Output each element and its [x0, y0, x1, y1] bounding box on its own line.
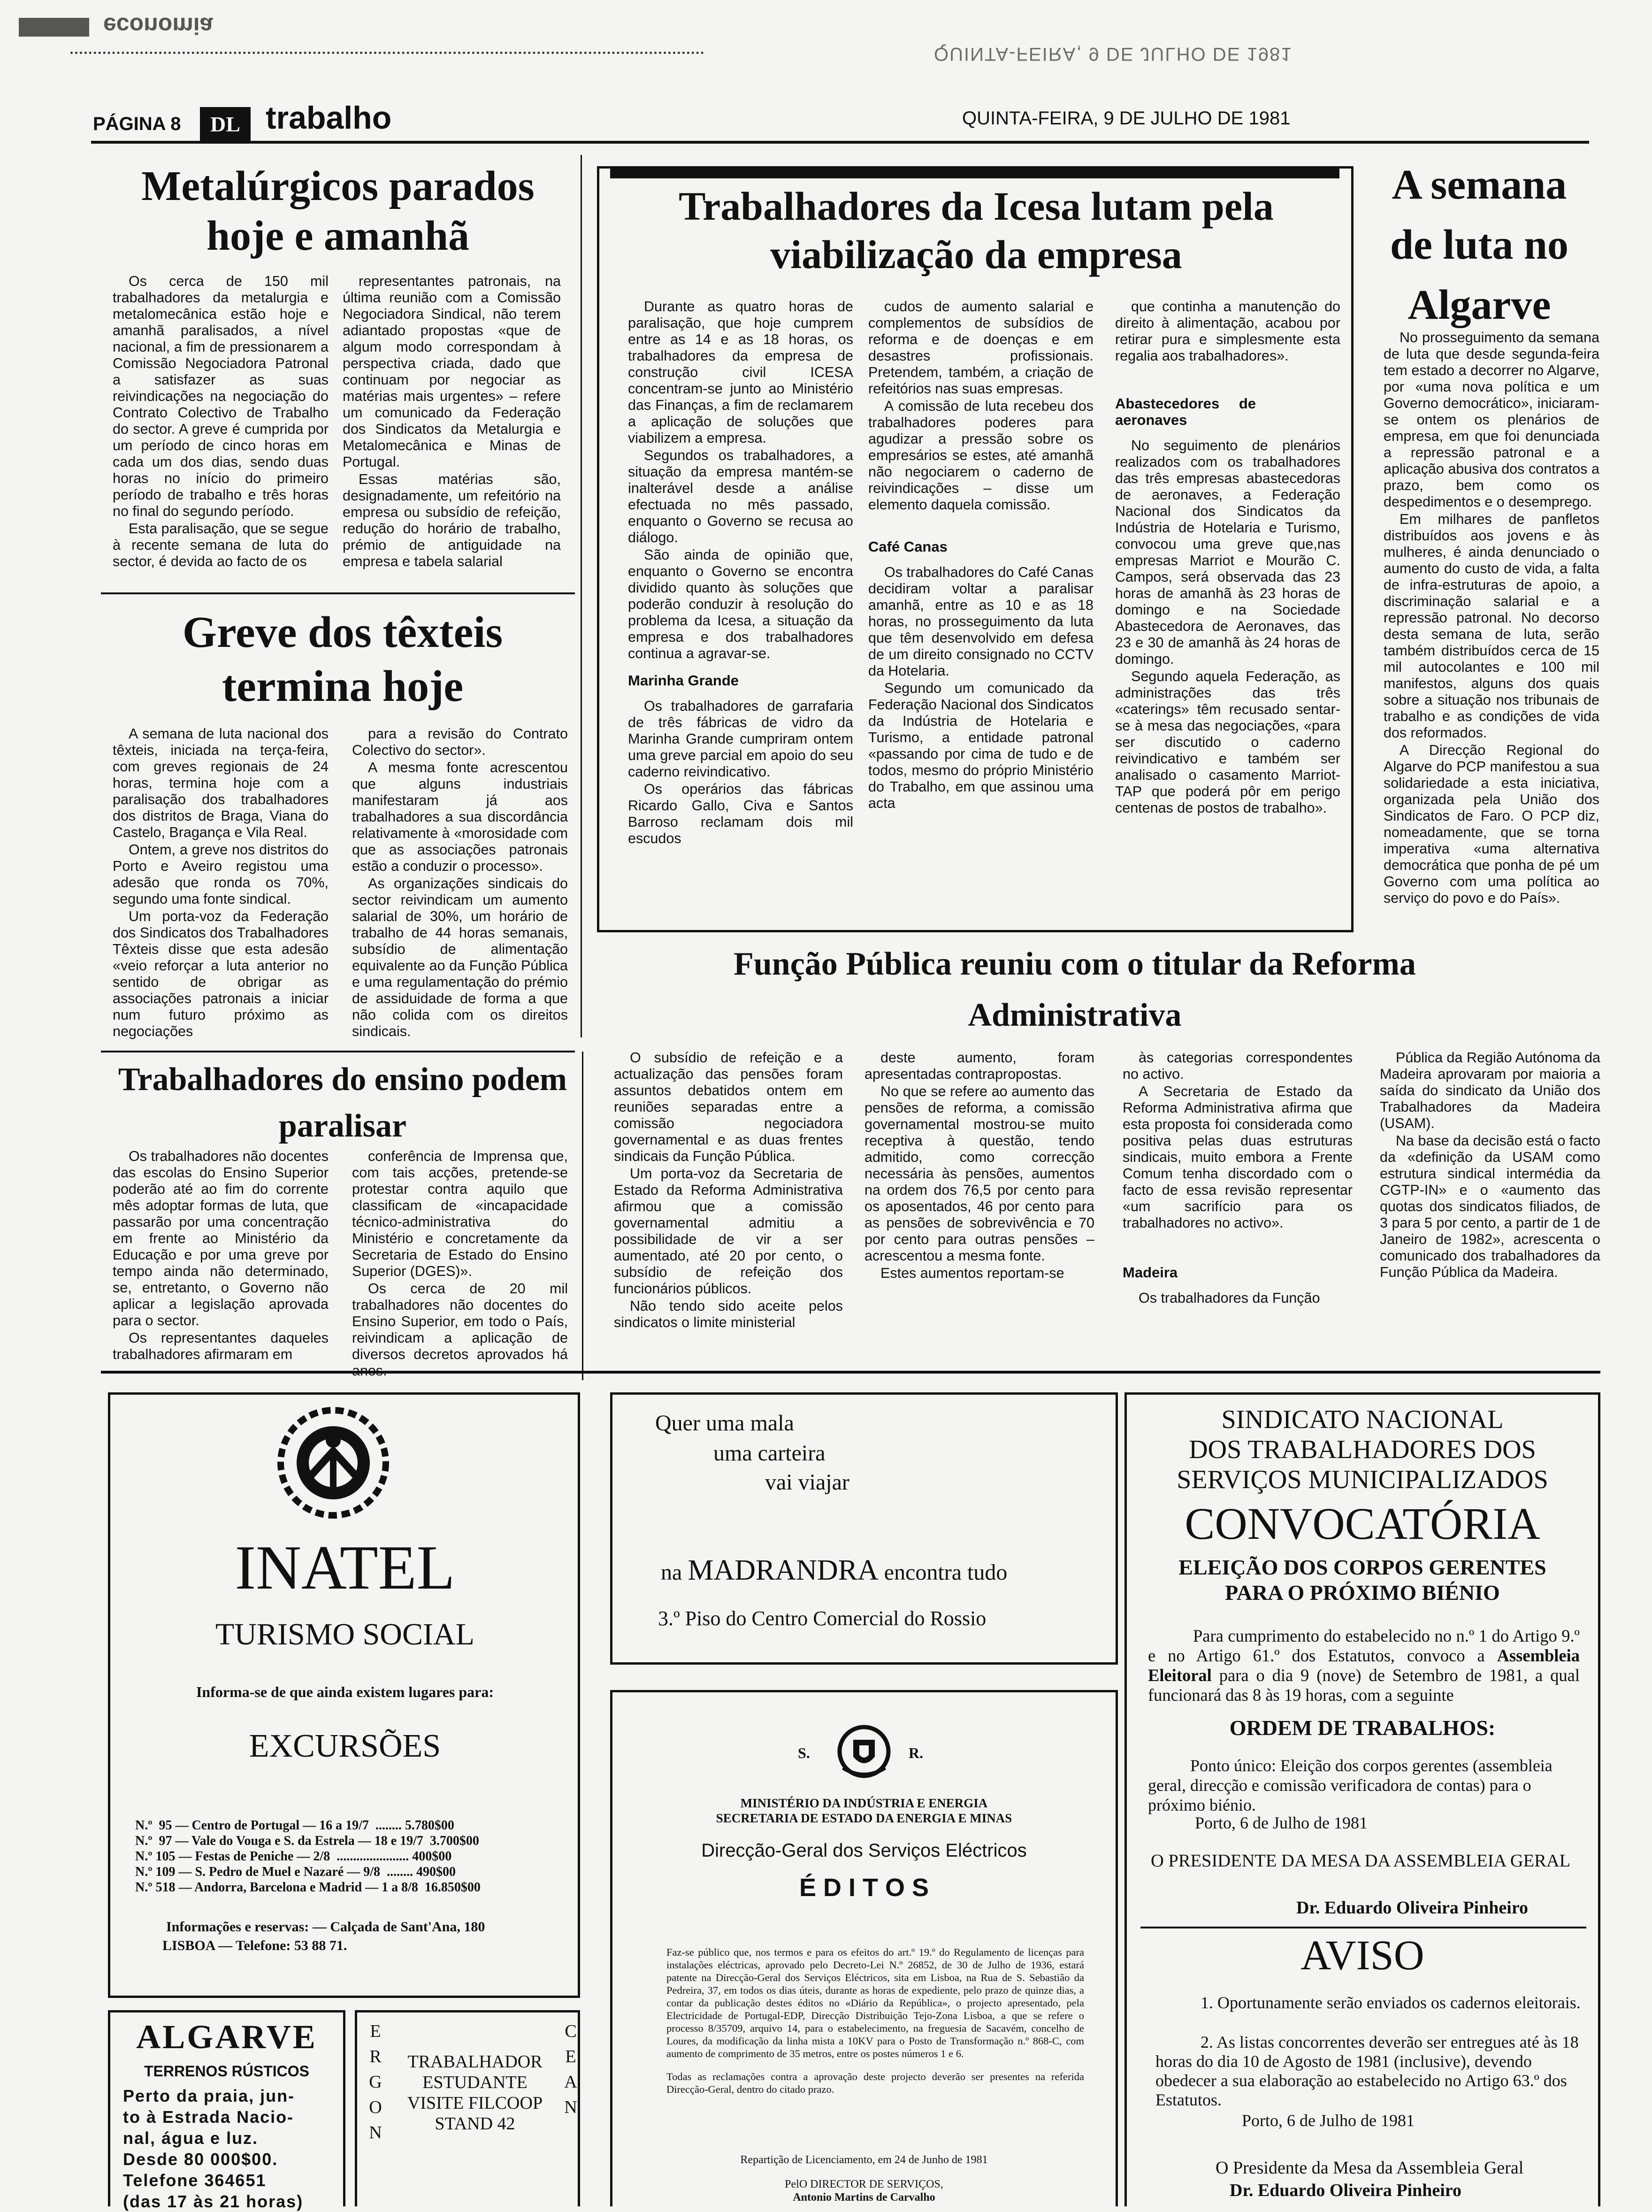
inatel-info: Informa-se de que ainda existem lugares para: [196, 1683, 494, 1700]
terrenos-lines [123, 2085, 339, 2212]
paragraph: conferência de Imprensa que, com tais acções, pretende-se protestar contra aquilo que classificam de «incapacidade técnico-administrativa do Ministério e concretamente da Secretaria de Estado do Ensino Superior (DGES)». [352, 1148, 568, 1279]
excursion-row: N.º 105 — Festas de Peniche — 2/8 ...................... 400$00 [135, 1849, 452, 1864]
paragraph: Os trabalhadores do Café Canas decidiram voltar a paralisar amanhã, entre as 10 e as 18 horas, no prosseguimento da luta que têm desenvolvido em defesa de um direito consignado no CCTV da Hotelaria. [868, 564, 1094, 679]
icesa-col-1 [628, 299, 853, 923]
sindicato-name-line: SINDICATO NACIONAL [1221, 1405, 1504, 1434]
texteis-col-2 [352, 726, 568, 1040]
sindicato-local-2: Porto, 6 de Julho de 1981 [1242, 2111, 1415, 2130]
madrandra-main-post: encontra tudo [884, 1560, 1008, 1585]
filcoop-right-vertical: C E A N [564, 2021, 577, 2117]
sindicato-local: Porto, 6 de Julho de 1981 [1195, 1813, 1368, 1832]
paragraph: As organizações sindicais do sector reivindicam um aumento salarial de 30%, um horário de trabalho de 44 horas semanais, subsídio de alimentação equivalente ao da Função Pública e uma regulamentação do prémio de assiduidade de forma a que não colida com os direitos sindicais. [352, 876, 568, 1039]
paragraph: Durante as quatro horas de paralisação, que hoje cumprem entre as 14 e as 18 horas, os trabalhadores da empresa de construção civil ICESA concentram-se junto ao Ministério das Finanças, a fim de reclamarem a aplicação de soluções que viabilizem a empresa. [628, 299, 853, 446]
paragraph: Segundos os trabalhadores, a situação da empresa mantém-se inalterável desde a análise efectuada no mês passado, enquanto o Governo se recusa ao diálogo. [628, 447, 853, 545]
portugal-coat-of-arms-icon [834, 1721, 895, 1782]
paragraph: às categorias correspondentes no activo. [1123, 1050, 1353, 1082]
metalurgicos-col-2 [343, 273, 561, 583]
rule-textil-ensino [101, 1051, 575, 1052]
headline-algarve: A semana de luta no Algarve [1390, 161, 1569, 328]
sindicato-p1: Para cumprimento do estabelecido no n.º 1 do Artigo 9.º e no Artigo 61.º dos Estatutos, convoco a [1148, 1626, 1580, 1665]
sindicato-ponto: Ponto único: Eleição dos corpos gerentes (assembleia geral, direcção e comissão verificadora de contas) para o próximo biénio. [1148, 1756, 1553, 1814]
paragraph: O subsídio de refeição e a actualização das pensões foram assuntos debatidos ontem em reuniões separadas entre a comissão negociadora governamental e as duas frentes sindicais da Função Pública. [614, 1050, 843, 1164]
inatel-contact-1: Informações e reservas: — Calçada de Sant'Ana, 180 [166, 1919, 485, 1935]
funcao-col-3 [1123, 1050, 1353, 1350]
texteis-col-1 [113, 726, 329, 1040]
paragraph: Em milhares de panfletos distribuídos aos jovens e às mulheres, é ainda denunciado o aumento do custo de vida, a falta de infra-estruturas de apoio, a discriminação salarial e a repressão patronal. No decorso desta semana de luta, serão também distribuídos cerca de 15 mil autocolantes e 100 mil manifestos, alguns dos quais sobre a situação nos tribunais de trabalho e as condições de vida dos reformados. [1384, 511, 1599, 741]
editos-date: Repartição de Licenciamento, em 24 de Junho de 1981 [740, 2154, 988, 2166]
paragraph: Os trabalhadores de garrafaria de três fábricas de vidro da Marinha Grande cumpriram ontem uma greve parcial em apoio do seu caderno reivindicativo. [628, 698, 853, 780]
editos-sign-2: Antonio Martins de Carvalho [793, 2191, 935, 2204]
madrandra-line-1: Quer uma mala [655, 1411, 794, 1436]
ensino-col-1 [113, 1148, 329, 1369]
rule-metal-textil [101, 592, 575, 594]
dotted-bleed-line [70, 52, 704, 54]
inatel-contact-2: LISBOA — Telefone: 53 88 71. [162, 1938, 347, 1953]
paragraph: representantes patronais, na última reunião com a Comissão Negociadora Sindical, não terem adiantado propostas «que de algum modo correspondam à perspectiva criada, dado que continuam por negociar as matérias mais urgentes» – refere um comunicado da Federação dos Sindicatos da Metalurgia e Metalomecânica e Minas de Portugal. [343, 273, 561, 470]
paragraph: Essas matérias são, designadamente, um refeitório na empresa ou subsídio de refeição, redução do horário de trabalho, prémio de antiguidade na empresa e tabela salarial [343, 471, 561, 569]
madrandra-line-2: uma carteira [713, 1441, 826, 1466]
terrenos-line: to à Estrada Nacio- [123, 2107, 294, 2127]
paragraph: Estes aumentos reportam-se [880, 1265, 1064, 1281]
section-title: trabalho [266, 100, 392, 136]
paragraph: A Secretaria de Estado da Reforma Administrativa afirma que esta proposta foi considerada como positiva pelas duas estruturas sindicais, muito embora a Frente Comum tenha discordado com o facto de essa revisão representar «um sacrifício para os trabalhadores no activo». [1123, 1083, 1353, 1231]
sindicato-sub-line: PARA O PRÓXIMO BIÉNIO [1225, 1581, 1500, 1605]
icesa-sub-cafe: Café Canas [868, 538, 948, 555]
paragraph: cudos de aumento salarial e complementos de subsídios de reforma e de doenças e em desastres profissionais. Pretendem, também, a criação de refeitórios nas suas empresas. [868, 299, 1094, 397]
inatel-name: INATEL [235, 1533, 455, 1602]
inatel-heading: EXCURSÕES [249, 1728, 441, 1764]
madrandra-main-pre: na [661, 1560, 682, 1585]
filcoop-line: TRABALHADOR [407, 2052, 543, 2072]
sindicato-name-line: DOS TRABALHADORES DOS [1189, 1435, 1536, 1464]
paragraph: para a revisão do Contrato Colectivo do sector». [352, 726, 568, 758]
excursion-row: N.º 97 — Vale do Vouga e S. da Estrela — 18 e 19/7 3.700$00 [135, 1834, 479, 1848]
sindicato-aviso-2: 2. As listas concorrentes deverão ser entregues até às 18 horas do dia 10 de Agosto de 1981 (inclusive), devendo obedecer a sua elaboração ao estabelecido no Artigo 63.º dos Estatutos. [1155, 2033, 1579, 2109]
funcao-sub-madeira: Madeira [1123, 1264, 1178, 1281]
editos-seal-right: R. [909, 1744, 924, 1761]
page-date: QUINTA-FEIRA, 9 DE JULHO DE 1981 [962, 108, 1291, 129]
paragraph: Pública da Região Autónoma da Madeira aprovaram por maioria a saída do sindicato da União dos Trabalhadores da Madeira (USAM). [1380, 1050, 1600, 1131]
headline-metalurgicos: Metalúrgicos parados hoje e amanhã [141, 163, 535, 260]
editos-sign-1: PelO DIRECTOR DE SERVIÇOS, [785, 2178, 943, 2190]
paragraph: A mesma fonte acrescentou que alguns industriais manifestaram já aos trabalhadores a sua discordância relativamente à «morosidade com que as associações patronais estão a conduzir o processo». [352, 760, 568, 874]
metalurgicos-col-1 [113, 273, 329, 583]
paragraph: Os cerca de 20 mil trabalhadores não docentes do Ensino Superior, em todo o País, reivindicam a aplicação de diversos decretos aprovados há [352, 1281, 568, 1362]
sindicato-presidente: O PRESIDENTE DA MESA DA ASSEMBLEIA GERAL [1151, 1851, 1571, 1871]
sindicato-sub [1129, 1555, 1596, 1605]
funcao-col-4 [1380, 1050, 1600, 1350]
sindicato-paragraph [1148, 1626, 1580, 1705]
ensino-col-2 [352, 1148, 568, 1369]
page-label: PÁGINA 8 [93, 114, 181, 134]
editos-ministry-2: SECRETARIA DE ESTADO DA ENERGIA E MINAS [716, 1811, 1012, 1825]
editos-body [666, 1935, 1084, 2106]
paragraph: Esta paralisação, que se segue à recente semana de luta do sector, é devida ao facto de os [113, 521, 329, 569]
paragraph: No seguimento de plenários realizados com os trabalhadores das três empresas abastecedoras de aeronaves, a Federação Nacional dos Sindicatos da Indústria de Hotelaria e Turismo, convocou uma greve que,nas empresas Marriot e Mourão C. Campos, será observada das 23 horas de amanhã às 23 horas de domingo e na Sociedade Abastecedora de Aeronaves, das 23 e 30 de amanhã às 24 horas de domingo. [1115, 438, 1340, 667]
sindicato-aviso: AVISO [1300, 1932, 1424, 1979]
paragraph: Na base da decisão está o facto da «definição da USAM como estrutura sindical intermédia da CGTP-IN» e o «aumento das quotas dos sindicatos filiados, de 3 para 5 por cento, a partir de 1 de Janeiro de 1982», acrescenta o comunicado dos trabalhadores da Função Pública da Madeira. [1380, 1133, 1600, 1280]
headline-funcao: Função Pública reuniu com o titular da Reforma Administrativa [734, 946, 1416, 1033]
filcoop-line: STAND 42 [435, 2114, 515, 2134]
sindicato-name [1129, 1405, 1596, 1495]
funcao-col-1 [614, 1050, 843, 1350]
paragraph: A Direcção Regional do Algarve do PCP manifestou a sua solidariedade a esta iniciativa, organizada pela União dos Sindicatos de Faro. O PCP diz, nomeadamente, que se torna imperativa «uma alternativa democrática que ponha de pé um Governo com uma política ao serviço do povo e do País». [1384, 742, 1599, 906]
editos-dept: Direcção-Geral dos Serviços Eléctricos [701, 1840, 1027, 1861]
paragraph: No que se refere ao aumento das pensões de reforma, a comissão governamental mostrou-se muito receptiva à questão, tendo admitido, como correcção necessária às pensões, aumentos na ordem dos 76,5 por cento para os aposentados, 46 por cento para as pensões de sobrevivência e 70 por cento para outras pensões – acrescentou a mesma fonte. [864, 1083, 1094, 1264]
paragraph: No prosseguimento da semana de luta que desde segunda-feira tem estado a decorrer no Algarve, por «uma nova política e um Governo democrático», iniciaram-se ontem os plenários de empresa, em que foi denunciada a repressão patronal e a aplicação abusiva dos contratos a prazo, bem como os despedimentos e o desemprego. [1384, 330, 1599, 510]
paragraph: Os cerca de 150 mil trabalhadores da metalurgia e metalomecânica estão hoje e amanhã paralisados, a nível nacional, a fim de pressionarem a Comissão Negociadora Patronal a satisfazer as suas reivindicações na negociação do Contrato Colectivo de Trabalho do sector. A greve é cumprida por um período de cinco horas em cada um dos dias, sendo duas horas no início do primeiro período de trabalho e três horas no final do segundo período. [113, 273, 329, 519]
rule-above-ads [101, 1371, 1600, 1374]
paragraph: que continha a manutenção do direito à alimentação, acabou por retirar pura e simplesmente esta regalia aos trabalhadores». [1115, 299, 1340, 364]
rule-left-right-1 [581, 155, 582, 1037]
paragraph: Os trabalhadores da Função [1139, 1290, 1320, 1306]
paragraph: Todas as reclamações contra a aprovação deste projecto deverão ser presentes na referida Direcção-Geral, dentro do citado prazo. [666, 2071, 1084, 2095]
sindicato-name-line: SERVIÇOS MUNICIPALIZADOS [1177, 1465, 1548, 1494]
terrenos-line: (das 17 às 21 horas) [123, 2192, 304, 2211]
editos-seal-left: S. [798, 1744, 810, 1761]
sindicato-sign-rule [1140, 1927, 1586, 1928]
paragraph: A comissão de luta recebeu dos trabalhadores poderes para agudizar a pressão sobre os empresários se estes, até amanhã não negociarem o caderno de reivindicações – disse um elemento daquela comissão. [868, 398, 1094, 513]
madrandra-line-3: vai viajar [765, 1470, 849, 1495]
filcoop-left-vertical: E R G O N [369, 2021, 382, 2143]
inatel-excursion-list [135, 1818, 576, 1895]
terrenos-sub: TERRENOS RÚSTICOS [144, 2063, 310, 2080]
terrenos-line: Perto da praia, jun- [123, 2086, 295, 2105]
paragraph: Faz-se público que, nos termos e para os efeitos do art.º 19.º do Regulamento de licenças para instalações eléctricas, aprovado pelo Decreto-Lei N.º 26852, de 30 de Julho de 1936, estará patente na Direcção-Geral dos Serviços Eléctricos, sita em Lisboa, na Rua de S. Sebastião da Pedreira, 37, em todos os dias úteis, durante as horas de expediente, pelo prazo de quinze dias, a contar da publicação destes éditos no «Diário da República», o projecto apresentado, pela Electricidade de Portugal-EDP, Direcção Distribuição Tejo-Zona Lisboa, a que se refere o processo 8/35709, arquivo 14, para o estabelecimento, na freguesia de Sacavém, concelho de Loures, da modificação da linha mista a 10KV para o Posto de Transformação n.º 868-C, com aumento de comprimento de 35 metros, entre os postes números 1 e 6. [666, 1946, 1084, 2059]
madrandra-main [661, 1554, 1007, 1587]
sindicato-nome-2: Dr. Eduardo Oliveira Pinheiro [1230, 2181, 1462, 2200]
icesa-top-bar [610, 168, 1339, 178]
paragraph: Um porta-voz da Secretaria de Estado da Reforma Administrativa afirmou que a comissão governamental admitiu a possibilidade de vir a ser aumentado, até 20 por cento, o subsídio de refeição dos funcionários públicos. [614, 1166, 843, 1297]
paragraph: Um porta-voz da Federação dos Sindicatos dos Trabalhadores Têxteis disse que esta adesão «veio reforçar a luta anterior no sentido de obrigar as associações patronais a iniciar num futuro próximo as negociações [113, 908, 329, 1039]
icesa-col-2 [868, 299, 1094, 923]
paragraph: Ontem, a greve nos distritos do Porto e Aveiro registou uma adesão que ronda os 70%, segundo uma fonte sindical. [113, 842, 329, 907]
sindicato-title: CONVOCATÓRIA [1185, 1498, 1540, 1549]
paragraph: Segundo um comunicado da Federação Nacional dos Sindicatos da Indústria de Hotelaria e Turismo, a entidade patronal «passando por cima de tudo e de todos, mesmo do próprio Ministério do Trabalho, em que assinou uma acta [868, 680, 1094, 811]
rule-left-right-2 [582, 1052, 583, 1380]
paragraph: Não tendo sido aceite pelos sindicatos o limite ministerial [614, 1298, 843, 1330]
sindicato-p1-end: para o dia 9 (nove) de Setembro de 1981, a qual funcionará das 8 às 19 horas, com a seguinte [1148, 1666, 1580, 1705]
paragraph: Segundo aquela Federação, as administrações das três «caterings» têm recusado sentar-se à mesa das negociações, «para ser discutido o caderno reivindicativo e também ser analisado o casamento Marriot-TAP que poderá pôr em perigo centenas de postos de trabalho». [1115, 668, 1340, 816]
madrandra-address: 3.º Piso do Centro Comercial do Rossio [658, 1607, 987, 1630]
paragraph: Os representantes daqueles trabalhadores afirmaram em [113, 1330, 329, 1362]
sindicato-sub-line: ELEIÇÃO DOS CORPOS GERENTES [1178, 1555, 1546, 1579]
header-rule [91, 141, 1589, 144]
sindicato-p1-bold: Assembleia Eleitoral [1148, 1646, 1580, 1685]
editos-title: É D I T O S [799, 1874, 929, 1902]
sindicato-nome: Dr. Eduardo Oliveira Pinheiro [1296, 1898, 1529, 1918]
terrenos-line: Telefone 364651 [123, 2171, 267, 2190]
icesa-col-3 [1115, 299, 1340, 923]
mirrored-bleed-right: QUINTA-FEIRA, 9 DE JULHO DE 1981 [934, 44, 1293, 64]
icesa-sub-abastecedores: Abastecedores de aeronaves [1115, 395, 1256, 428]
paragraph: Os operários das fábricas Ricardo Gallo, Civa e Santos Barroso reclamam dois mil escudos [628, 781, 853, 846]
icesa-sub-marinha: Marinha Grande [628, 672, 739, 689]
mirrored-bleed-left: economia [9, 8, 310, 41]
excursion-row: N.º 95 — Centro de Portugal — 16 a 19/7 ........ 5.780$00 [135, 1818, 454, 1833]
terrenos-line: Desde 80 000$00. [123, 2150, 278, 2169]
terrenos-line: nal, água e luz. [123, 2128, 259, 2148]
madrandra-name: MADRANDRA [688, 1554, 879, 1586]
sindicato-aviso-1: 1. Oportunamente serão enviados os cadernos eleitorais. [1201, 1993, 1581, 2012]
headline-icesa: Trabalhadores da Icesa lutam pela viabilização da empresa [679, 184, 1274, 277]
section-tag [200, 107, 251, 142]
algarve-text [1384, 330, 1599, 1024]
sindicato-ordem: ORDEM DE TRABALHOS: [1229, 1716, 1496, 1740]
sindicato-pres-2: O Presidente da Mesa da Assembleia Geral [1216, 2158, 1524, 2178]
headline-ensino: Trabalhadores do ensino podem paralisar [118, 1061, 567, 1144]
headline-texteis: Greve dos têxteis termina hoje [182, 608, 503, 711]
inatel-logo-icon [277, 1406, 390, 1519]
excursion-row: N.º 518 — Andorra, Barcelona e Madrid — 1 a 8/8 16.850$00 [135, 1880, 481, 1895]
terrenos-title: ALGARVE [136, 2018, 317, 2056]
section-tag-text: DL [210, 112, 240, 136]
paragraph: São ainda de opinião que, enquanto o Governo se encontra dividido quanto às soluções que poderão conduzir à resolução do problema da Icesa, a situação da empresa e dos trabalhadores continua a agravar-se. [628, 547, 853, 661]
filcoop-line: ESTUDANTE [422, 2073, 528, 2092]
paragraph: deste aumento, foram apresentadas contrapropostas. [864, 1050, 1094, 1082]
filcoop-text [390, 2051, 559, 2134]
editos-ministry-1: MINISTÉRIO DA INDÚSTRIA E ENERGIA [740, 1796, 988, 1810]
funcao-col-2 [864, 1050, 1094, 1350]
paragraph: A semana de luta nacional dos têxteis, iniciada na terça-feira, com greves regionais de 24 horas, termina hoje com a paralisação dos trabalhadores dos distritos de Braga, Viana do Castelo, Bragança e Vila Real. [113, 726, 329, 840]
inatel-tagline: TURISMO SOCIAL [215, 1617, 474, 1651]
filcoop-line: VISITE FILCOOP [407, 2093, 543, 2113]
paragraph: Os trabalhadores não docentes das escolas do Ensino Superior poderão até ao fim do corrente mês adoptar formas de luta, que passarão por uma concentração em frente ao Ministério da Educação e por uma greve por tempo ainda não determinado, se, entretanto, o Governo não aplicar a legislação aprovada para o sector. [113, 1148, 329, 1329]
excursion-row: N.º 109 — S. Pedro de Muel e Nazaré — 9/8 ........ 490$00 [135, 1865, 456, 1879]
